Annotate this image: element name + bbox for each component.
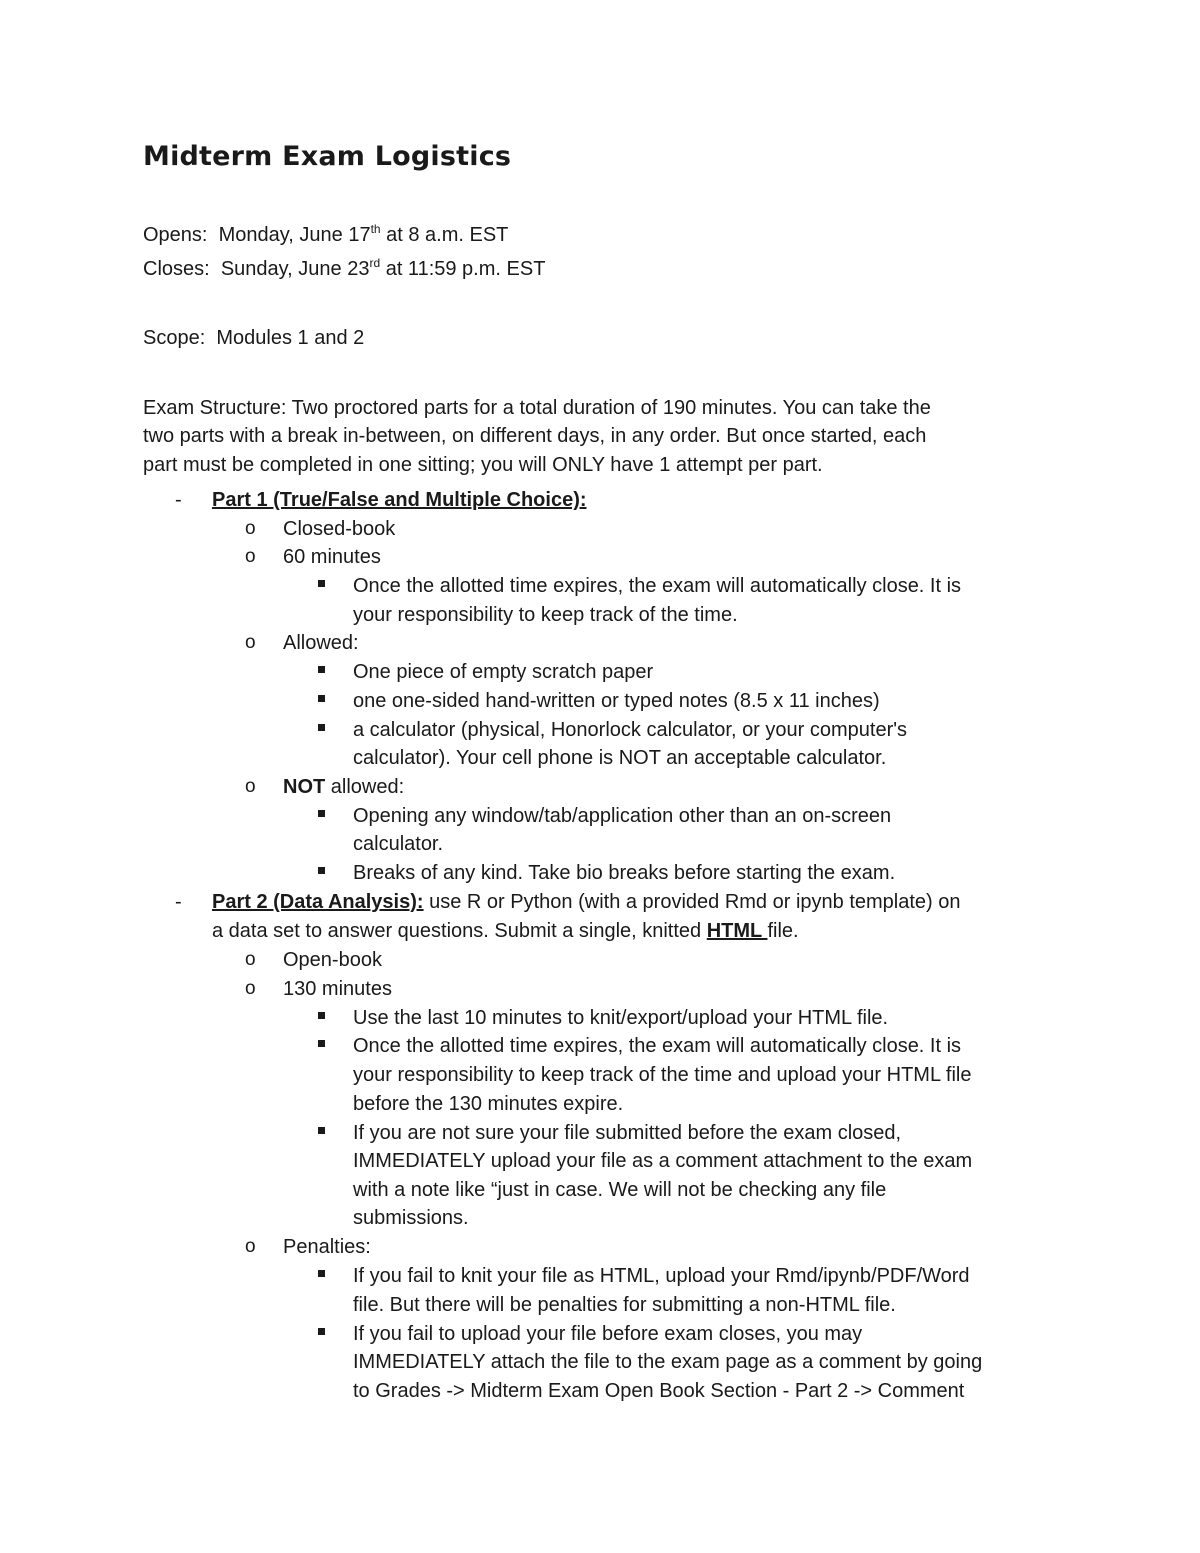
square-bullet-icon: [318, 695, 325, 702]
structure-line-3: part must be completed in one sitting; you will ONLY have 1 attempt per part.: [143, 454, 823, 476]
part1-closed-book: Closed-book: [283, 518, 396, 540]
part2-heading-line: [212, 890, 961, 914]
part2-penalty-item: file. But there will be penalties for submitting a non-HTML file.: [353, 1294, 896, 1316]
page-title: Midterm Exam Logistics: [143, 141, 512, 172]
part2-time-item: If you are not sure your file submitted before the exam closed,: [353, 1122, 902, 1144]
part1-time-note-2: your responsibility to keep track of the time.: [353, 604, 738, 626]
part1-heading: Part 1 (True/False and Multiple Choice):: [212, 489, 587, 511]
square-bullet-icon: [318, 1040, 325, 1047]
part2-penalty-item: If you fail to knit your file as HTML, upload your Rmd/ipynb/PDF/Word: [353, 1265, 970, 1287]
square-bullet-icon: [318, 867, 325, 874]
part2-open-book: Open-book: [283, 949, 382, 971]
part2-time-item: IMMEDIATELY upload your file as a comment attachment to the exam: [353, 1150, 973, 1172]
part1-allowed-item: One piece of empty scratch paper: [353, 661, 654, 683]
part2-time-item: submissions.: [353, 1207, 469, 1229]
structure-line-2: two parts with a break in-between, on different days, in any order. But once started, each: [143, 425, 927, 447]
closes-label: Closes:: [143, 258, 210, 280]
square-bullet-icon: [318, 1328, 325, 1335]
part2-time-item: your responsibility to keep track of the time and upload your HTML file: [353, 1064, 972, 1086]
part2-time-item: Once the allotted time expires, the exam will automatically close. It is: [353, 1035, 962, 1057]
closes-sup: rd: [369, 256, 381, 270]
part1-allowed-item: calculator). Your cell phone is NOT an acceptable calculator.: [353, 747, 887, 769]
part1-not-allowed: [283, 775, 404, 799]
part1-time-note-1: Once the allotted time expires, the exam will automatically close. It is: [353, 575, 962, 597]
sub-bullet-marker: o: [245, 949, 256, 970]
part1-allowed-item: one one-sided hand-written or typed notes (8.5 x 11 inches): [353, 690, 880, 712]
square-bullet-icon: [318, 1270, 325, 1277]
square-bullet-icon: [318, 810, 325, 817]
opens-time: at 8 a.m. EST: [380, 224, 509, 246]
structure-line-1: Exam Structure: Two proctored parts for a total duration of 190 minutes. You can take the: [143, 397, 931, 419]
opens-date: Monday, June 17: [218, 224, 371, 246]
part2-penalty-item: to Grades -> Midterm Exam Open Book Section - Part 2 -> Comment: [353, 1380, 965, 1402]
square-bullet-icon: [318, 666, 325, 673]
part2-line2-pre: a data set to answer questions. Submit a single, knitted: [212, 920, 707, 942]
part2-time-item: before the 130 minutes expire.: [353, 1093, 624, 1115]
opens-line: [143, 223, 508, 247]
part2-line-2: [212, 919, 799, 943]
part1-not-allowed-item: Opening any window/tab/application other than an on-screen: [353, 805, 892, 827]
part2-penalty-item: IMMEDIATELY attach the file to the exam page as a comment by going: [353, 1351, 983, 1373]
html-bold: HTML: [706, 920, 768, 942]
square-bullet-icon: [318, 1127, 325, 1134]
sub-bullet-marker: o: [245, 518, 256, 539]
sub-bullet-marker: o: [245, 776, 256, 797]
part1-not-allowed-item: calculator.: [353, 833, 444, 855]
part1-allowed-item: a calculator (physical, Honorlock calculator, or your computer's: [353, 719, 908, 741]
part2-heading-rest: use R or Python (with a provided Rmd or ipynb template) on: [423, 891, 961, 913]
part1-not-allowed-item: Breaks of any kind. Take bio breaks before starting the exam.: [353, 862, 896, 884]
part2-time-item: with a note like “just in case. We will not be checking any file: [353, 1179, 887, 1201]
sub-bullet-marker: o: [245, 632, 256, 653]
closes-line: [143, 257, 545, 281]
part1-minutes: 60 minutes: [283, 546, 381, 568]
opens-label: Opens:: [143, 224, 208, 246]
part2-dash-marker: -: [175, 891, 182, 913]
sub-bullet-marker: o: [245, 1236, 256, 1257]
closes-time: at 11:59 p.m. EST: [380, 258, 546, 280]
part1-dash-marker: -: [175, 489, 182, 511]
opens-sup: th: [370, 222, 381, 236]
part2-heading: Part 2 (Data Analysis):: [212, 891, 424, 913]
part2-penalty-item: If you fail to upload your file before exam closes, you may: [353, 1323, 863, 1345]
scope-label: Scope:: [143, 327, 206, 349]
square-bullet-icon: [318, 724, 325, 731]
square-bullet-icon: [318, 1012, 325, 1019]
part2-penalties: Penalties:: [283, 1236, 371, 1258]
not-bold: NOT: [283, 776, 326, 798]
closes-date: Sunday, June 23: [220, 258, 370, 280]
sub-bullet-marker: o: [245, 978, 256, 999]
part1-allowed: Allowed:: [283, 632, 359, 654]
square-bullet-icon: [318, 580, 325, 587]
part2-minutes: 130 minutes: [283, 978, 392, 1000]
scope-line: [143, 326, 364, 350]
not-allowed-rest: allowed:: [325, 776, 405, 798]
scope-text: Modules 1 and 2: [216, 327, 365, 349]
part2-time-item: Use the last 10 minutes to knit/export/upload your HTML file.: [353, 1007, 889, 1029]
part2-line2-post: file.: [767, 920, 799, 942]
sub-bullet-marker: o: [245, 546, 256, 567]
